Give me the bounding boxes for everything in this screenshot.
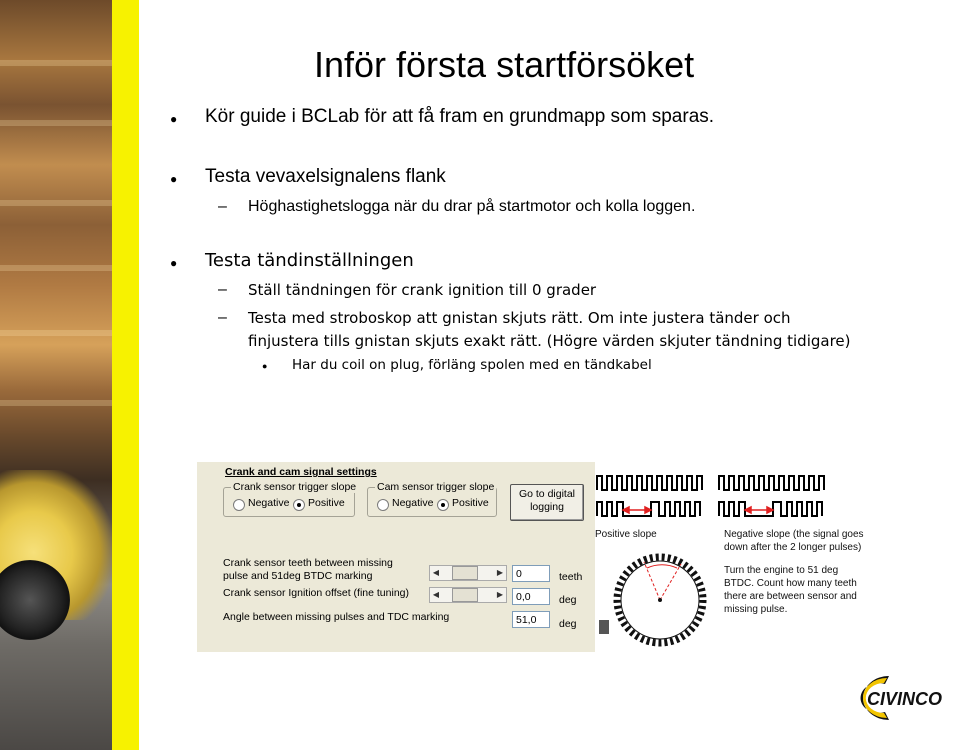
slider-right-arrow-icon[interactable]: ▶ bbox=[496, 568, 504, 577]
button-line-2: logging bbox=[530, 501, 564, 513]
crank-slope-label: Crank sensor trigger slope bbox=[233, 481, 357, 493]
bullet-text: Testa tändinställningen bbox=[205, 250, 414, 271]
crank-positive-label: Positive bbox=[308, 497, 345, 509]
trigger-wheel-diagram bbox=[595, 548, 715, 648]
bullet-icon: ● bbox=[262, 361, 268, 371]
turn-note-2: BTDC. Count how many teeth bbox=[724, 578, 857, 589]
dash-icon: – bbox=[218, 198, 227, 215]
turn-note-3: there are between sensor and bbox=[724, 591, 857, 602]
slider-left-arrow-icon[interactable]: ◀ bbox=[432, 590, 440, 599]
dash-icon: – bbox=[218, 281, 227, 298]
teeth-label-2: pulse and 51deg BTDC marking bbox=[223, 570, 373, 582]
car-wheel-image bbox=[0, 560, 70, 640]
bullet-icon: ● bbox=[170, 172, 178, 186]
sub-bullet-text: Testa med stroboskop att gnistan skjuts rätt. Om inte justera tänder och bbox=[248, 309, 791, 327]
positive-slope-caption: Positive slope bbox=[595, 529, 657, 540]
negative-slope-caption-2: down after the 2 longer pulses) bbox=[724, 542, 862, 553]
tdc-angle-label: Angle between missing pulses and TDC marking bbox=[223, 611, 450, 623]
turn-note-4: missing pulse. bbox=[724, 604, 788, 615]
ignition-offset-slider[interactable] bbox=[429, 587, 507, 603]
cam-negative-label: Negative bbox=[392, 497, 434, 509]
ignition-offset-input[interactable]: 0,0 bbox=[512, 588, 550, 605]
logo-text: CIVINCO bbox=[867, 689, 943, 709]
panel-heading: Crank and cam signal settings bbox=[225, 466, 377, 478]
slide-title: Inför första startförsöket bbox=[314, 44, 695, 85]
background-photo-strip bbox=[0, 0, 112, 750]
settings-screenshot bbox=[197, 460, 880, 652]
slider-left-arrow-icon[interactable]: ◀ bbox=[432, 568, 440, 577]
cam-positive-radio[interactable] bbox=[437, 499, 449, 511]
civinco-logo bbox=[845, 668, 960, 726]
cam-slope-label: Cam sensor trigger slope bbox=[377, 481, 495, 493]
crank-positive-radio[interactable] bbox=[293, 499, 305, 511]
tdc-angle-unit: deg bbox=[559, 618, 577, 630]
teeth-slider[interactable] bbox=[429, 565, 507, 581]
subsub-bullet-text: Har du coil on plug, förläng spolen med en tändkabel bbox=[292, 357, 652, 373]
negative-slope-caption-1: Negative slope (the signal goes bbox=[724, 529, 864, 540]
teeth-label: Crank sensor teeth between missing bbox=[223, 557, 393, 569]
ignition-offset-label: Crank sensor Ignition offset (fine tuning) bbox=[223, 587, 409, 599]
crank-negative-label: Negative bbox=[248, 497, 290, 509]
teeth-unit: teeth bbox=[559, 571, 583, 583]
pulse-waveforms bbox=[595, 470, 880, 522]
slider-thumb[interactable] bbox=[452, 588, 478, 602]
teeth-input[interactable]: 0 bbox=[512, 565, 550, 582]
sub-bullet-text: Höghastighetslogga när du drar på startmotor och kolla loggen. bbox=[248, 198, 696, 215]
go-to-digital-logging-button[interactable] bbox=[510, 484, 584, 521]
bullet-text: Testa vevaxelsignalens flank bbox=[205, 166, 446, 187]
signal-illustration bbox=[595, 462, 880, 652]
turn-note-1: Turn the engine to 51 deg bbox=[724, 565, 839, 576]
bullet-text: Kör guide i BCLab för att få fram en grundmapp som sparas. bbox=[205, 106, 715, 127]
sub-bullet-text: finjustera tills gnistan skjuts exakt rätt. (Högre värden skjuter tändning tidigare) bbox=[248, 332, 851, 350]
crank-negative-radio[interactable] bbox=[233, 499, 245, 511]
cam-negative-radio[interactable] bbox=[377, 499, 389, 511]
dash-icon: – bbox=[218, 309, 227, 326]
bullet-icon: ● bbox=[170, 112, 178, 126]
button-line-1: Go to digital bbox=[518, 488, 576, 500]
slider-right-arrow-icon[interactable]: ▶ bbox=[496, 590, 504, 599]
sub-bullet-text: Ställ tändningen för crank ignition till 0 grader bbox=[248, 281, 597, 299]
bullet-icon: ● bbox=[170, 256, 178, 270]
yellow-accent-bar bbox=[112, 0, 139, 750]
ignition-offset-unit: deg bbox=[559, 594, 577, 606]
slider-thumb[interactable] bbox=[452, 566, 478, 580]
cam-positive-label: Positive bbox=[452, 497, 489, 509]
tdc-angle-input[interactable]: 51,0 bbox=[512, 611, 550, 628]
